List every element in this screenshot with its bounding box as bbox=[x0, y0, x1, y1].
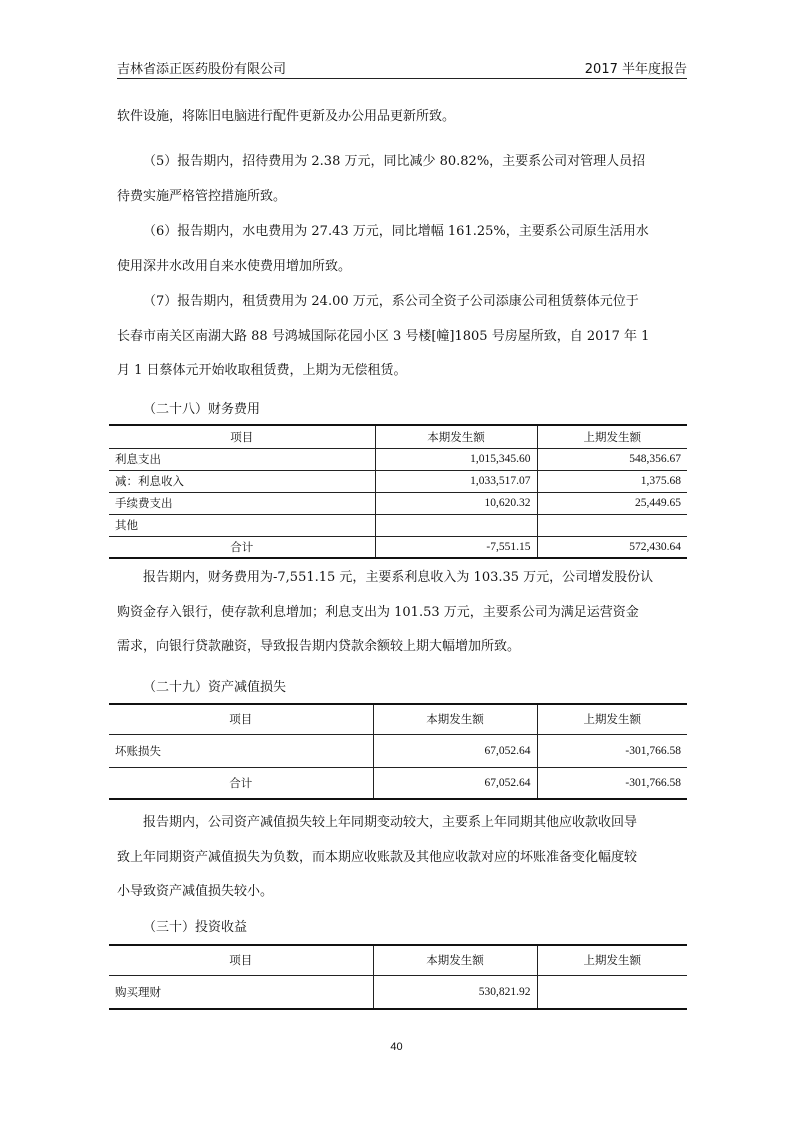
column-header: 项目 bbox=[109, 945, 373, 975]
total-label: 合计 bbox=[109, 536, 375, 558]
text-line: 报告期内，财务费用为-7,551.15 元，主要系利息收入为 103.35 万元，公司增发股份认 bbox=[143, 570, 654, 585]
current-value: 530,821.92 bbox=[373, 975, 537, 1009]
text-line: 长春市南关区南湖大路 88 号鸿城国际花园小区 3 号楼[幢]1805 号房屋所致，自 2017 年 1 bbox=[117, 328, 650, 344]
investment-income-table bbox=[109, 944, 687, 1010]
total-current: 67,052.64 bbox=[373, 767, 537, 799]
previous-value: 25,449.65 bbox=[537, 492, 687, 514]
impairment-table bbox=[109, 703, 687, 800]
column-header: 本期发生额 bbox=[375, 425, 537, 448]
row-label: 利息支出 bbox=[109, 448, 375, 470]
row-label: 其他 bbox=[109, 514, 375, 536]
page-header bbox=[117, 54, 687, 79]
report-title: 2017 半年度报告 bbox=[584, 62, 687, 77]
total-previous: 572,430.64 bbox=[537, 536, 687, 558]
column-header: 上期发生额 bbox=[537, 945, 687, 975]
page-number: 40 bbox=[390, 1041, 403, 1053]
column-header: 本期发生额 bbox=[373, 704, 537, 734]
previous-value bbox=[537, 975, 687, 1009]
current-value: 10,620.32 bbox=[375, 492, 537, 514]
table-row bbox=[109, 975, 687, 1009]
previous-value: 1,375.68 bbox=[537, 470, 687, 492]
table-row bbox=[109, 514, 687, 536]
text-line: 月 1 日蔡体元开始收取租赁费，上期为无偿租赁。 bbox=[117, 363, 407, 378]
current-value: 1,033,517.07 bbox=[375, 470, 537, 492]
total-current: -7,551.15 bbox=[375, 536, 537, 558]
section-title-investment-income: （三十）投资收益 bbox=[143, 920, 248, 935]
text-line: 报告期内，公司资产减值损失较上年同期变动较大，主要系上年同期其他应收款收回导 bbox=[143, 815, 638, 830]
column-header: 项目 bbox=[109, 425, 375, 448]
text-line: 使用深井水改用自来水使费用增加所致。 bbox=[117, 258, 352, 274]
company-name: 吉林省添正医药股份有限公司 bbox=[117, 62, 287, 77]
table-total-row bbox=[109, 767, 687, 799]
section-title-impairment: （二十九）资产减值损失 bbox=[143, 680, 287, 695]
row-label: 减：利息收入 bbox=[109, 470, 375, 492]
row-label: 坏账损失 bbox=[109, 734, 373, 767]
column-header: 上期发生额 bbox=[537, 704, 687, 734]
table-row bbox=[109, 470, 687, 492]
total-label: 合计 bbox=[109, 767, 373, 799]
table-total-row bbox=[109, 536, 687, 558]
paragraph-entertainment bbox=[117, 145, 689, 214]
previous-value bbox=[537, 514, 687, 536]
finance-expense-table bbox=[109, 424, 687, 559]
text-line: （6）报告期内，水电费用为 27.43 万元，同比增幅 161.25%，主要系公司原生活用水 bbox=[143, 224, 649, 239]
text-line: 购资金存入银行，使存款利息增加；利息支出为 101.53 万元，主要系公司为满足运营资金 bbox=[117, 604, 639, 620]
text-line: （5）报告期内，招待费用为 2.38 万元，同比减少 80.82%，主要系公司对管理人员招 bbox=[143, 154, 646, 169]
text-line: 软件设施，将陈旧电脑进行配件更新及办公用品更新所致。 bbox=[117, 109, 456, 124]
column-header: 项目 bbox=[109, 704, 373, 734]
table-row bbox=[109, 448, 687, 470]
text-line: 需求，向银行贷款融资，导致报告期内贷款余额较上期大幅增加所致。 bbox=[117, 639, 521, 654]
paragraph-utilities bbox=[117, 215, 689, 284]
paragraph-impairment bbox=[117, 806, 689, 910]
total-previous: -301,766.58 bbox=[537, 767, 687, 799]
table-header-row bbox=[109, 425, 687, 448]
current-value: 1,015,345.60 bbox=[375, 448, 537, 470]
column-header: 上期发生额 bbox=[537, 425, 687, 448]
paragraph-rent bbox=[117, 285, 689, 389]
paragraph-software bbox=[117, 100, 689, 135]
current-value bbox=[375, 514, 537, 536]
text-line: 小导致资产减值损失较小。 bbox=[117, 884, 274, 899]
text-line: （7）报告期内，租赁费用为 24.00 万元，系公司全资子公司添康公司租赁蔡体元位于 bbox=[143, 294, 639, 309]
current-value: 67,052.64 bbox=[373, 734, 537, 767]
table-header-row bbox=[109, 945, 687, 975]
text-line: 致上年同期资产减值损失为负数，而本期应收账款及其他应收款对应的坏账准备变化幅度较 bbox=[117, 849, 638, 865]
table-row bbox=[109, 492, 687, 514]
previous-value: 548,356.67 bbox=[537, 448, 687, 470]
row-label: 手续费支出 bbox=[109, 492, 375, 514]
table-header-row bbox=[109, 704, 687, 734]
row-label: 购买理财 bbox=[109, 975, 373, 1009]
column-header: 本期发生额 bbox=[373, 945, 537, 975]
previous-value: -301,766.58 bbox=[537, 734, 687, 767]
table-row bbox=[109, 734, 687, 767]
paragraph-finance-expense bbox=[117, 561, 689, 665]
text-line: 待费实施严格管控措施所致。 bbox=[117, 188, 287, 204]
section-title-finance-expense: （二十八）财务费用 bbox=[143, 402, 261, 417]
